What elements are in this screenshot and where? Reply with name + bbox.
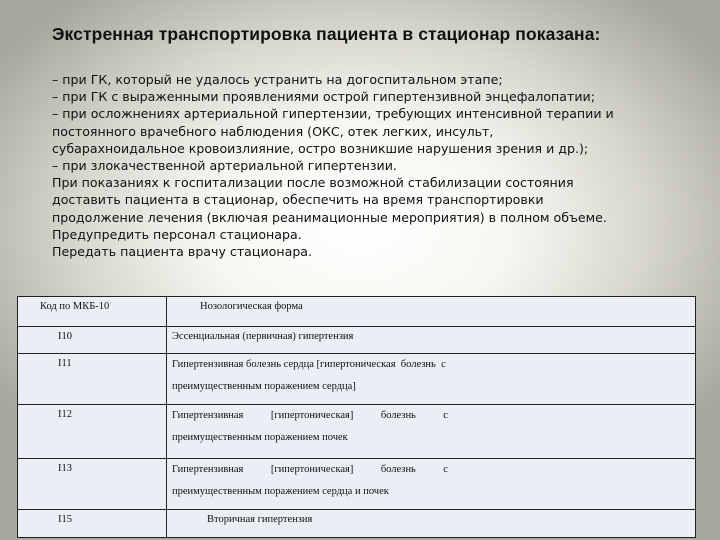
row-form-line: преимущественным поражением сердца] (172, 381, 356, 392)
word: [гипертоническая] (270, 410, 354, 421)
text-line: – при злокачественной артериальной гипертензии. (52, 158, 397, 174)
word: [гипертоническая] (270, 464, 354, 475)
row-form: Вторичная гипертензия (207, 514, 313, 525)
word: с (443, 410, 448, 421)
row-form (167, 401, 695, 449)
icd10-table (17, 296, 696, 538)
indications-text (52, 71, 702, 260)
row-code: I11 (58, 358, 72, 369)
slide-title: Экстренная транспортировка пациента в стационар показана: (52, 24, 601, 44)
header-form: Нозологическая форма (200, 301, 303, 312)
word: с (443, 464, 448, 475)
row-code: I15 (58, 514, 72, 525)
text-line: – при осложнениях артериальной гипертензии, требующих интенсивной терапии и (52, 106, 614, 122)
word: Гипертензивная (172, 410, 244, 421)
table-row (18, 459, 696, 510)
text-line: продолжение лечения (включая реанимационные мероприятия) в полном объеме. (52, 209, 607, 225)
word: болезнь (380, 410, 416, 421)
row-form-line: преимущественным поражением почек (172, 432, 348, 443)
text-line: субарахноидальное кровоизлияние, остро возникшие нарушения зрения и др.); (52, 140, 589, 156)
table-row (18, 354, 696, 405)
text-line: доставить пациента в стационар, обеспечить на время транспортировки (52, 192, 544, 208)
text-line: – при ГК, который не удалось устранить на догоспитальном этапе; (52, 72, 503, 87)
text-line: – при ГК с выраженными проявлениями острой гипертензивной энцефалопатии; (52, 89, 595, 105)
row-code: I10 (58, 331, 72, 342)
row-code: I12 (58, 409, 72, 420)
word: Гипертензивная (172, 464, 244, 475)
row-form-line: Гипертензивная болезнь сердца [гипертоническая болезнь с (172, 359, 446, 370)
row-form-line (172, 459, 448, 481)
table-header-row (18, 297, 696, 327)
table-row (18, 405, 696, 459)
row-form-line: преимущественным поражением сердца и почек (172, 486, 389, 497)
table-row (18, 510, 696, 538)
row-form (167, 350, 695, 398)
row-form: Эссенциальная (первичная) гипертензия (172, 331, 354, 342)
text-line: Передать пациента врачу стационара. (52, 244, 313, 260)
row-form (167, 455, 695, 503)
text-line: При показаниях к госпитализации после возможной стабилизации состояния (52, 175, 574, 191)
header-code: Код по МКБ-10 (40, 301, 110, 312)
row-form-line (172, 405, 448, 427)
text-line: постоянного врачебного наблюдения (ОКС, отек легких, инсульт, (52, 123, 494, 139)
row-code: I13 (58, 463, 72, 474)
word: болезнь (380, 464, 416, 475)
text-line: Предупредить персонал стационара. (52, 226, 302, 242)
